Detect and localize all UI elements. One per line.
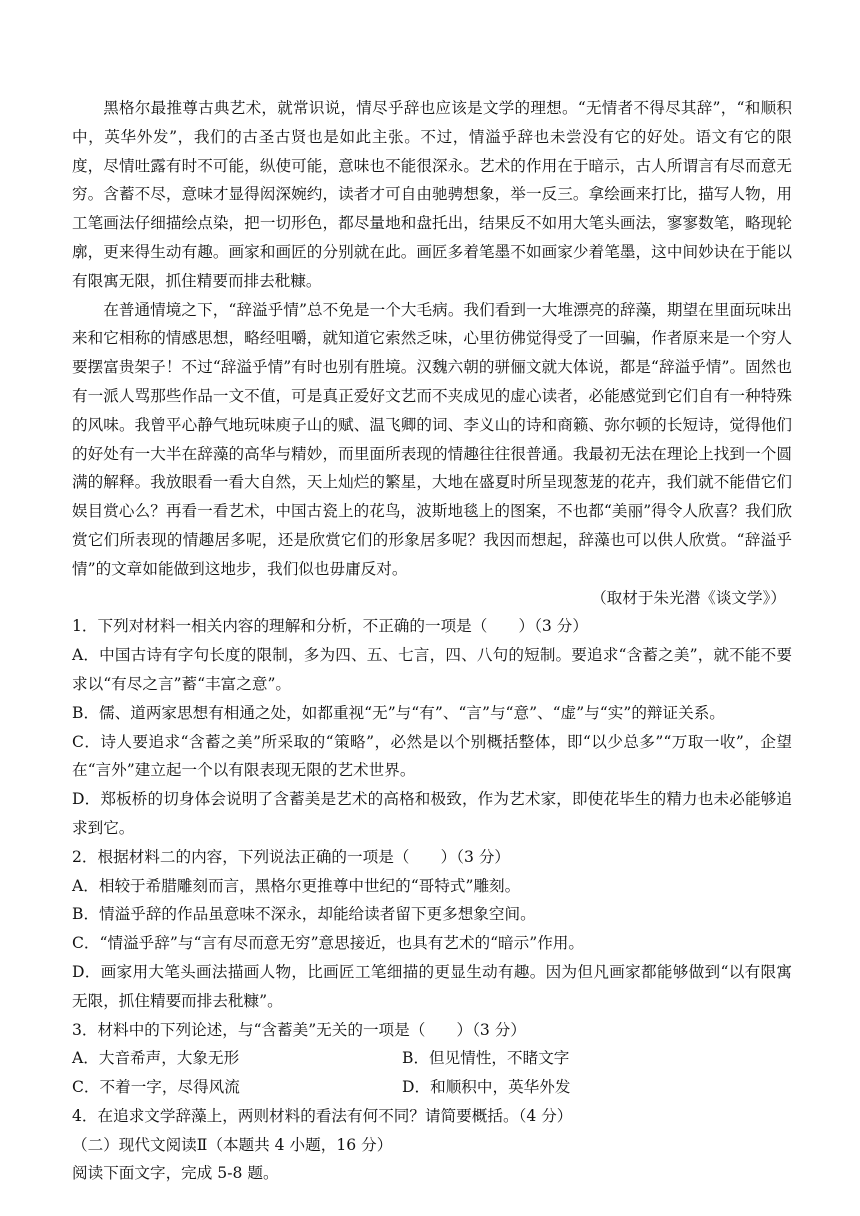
question-2-option-b: B．情溢乎辞的作品虽意味不深永，却能给读者留下更多想象空间。 <box>72 905 536 924</box>
passage-paragraph-1: 黑格尔最推尊古典艺术，就常识说，情尽乎辞也应该是文学的理想。“无情者不得尽其辞”，“和顺积中，英华外发”，我们的古圣古贤也是如此主张。不过，情溢乎辞也未尝没有它的好处。语文有它的限度，尽情吐露有时不可能，纵使可能，意味也不能很深永。艺术的作用在于暗示，古人所谓言有尽而意无穷。含蓄不尽，意味才显得闳深婉约，读者才可自由驰骋想象，举一反三。拿绘画来打比，描写人物，用工笔画法仔细描绘点染，把一切形色，都尽量地和盘托出，结果反不如用大笔头画法，寥寥数笔，略现轮廓，更来得生动有趣。画家和画匠的分别就在此。画匠多着笔墨不如画家少着笔墨，这中间妙诀在于能以有限寓无限，抓住精要而排去秕糠。 <box>72 99 792 290</box>
question-1-option-c: C．诗人要追求“含蓄之美”所采取的“策略”，必然是以个别概括整体，即“以少总多”“万取一收”，企望在“言外”建立起一个以有限表现无限的艺术世界。 <box>72 732 792 780</box>
question-4-stem: 4．在追求文学辞藻上，两则材料的看法有何不同？请简要概括。（4 分） <box>72 1106 573 1125</box>
question-2-stem: 2．根据材料二的内容，下列说法正确的一项是（ ）（3 分） <box>72 847 511 866</box>
question-1-option-b: B．儒、道两家思想有相通之处，如都重视“无”与“有”、“言”与“意”、“虚”与“实”的辩证关系。 <box>72 703 725 722</box>
question-1-option-d: D．郑板桥的切身体会说明了含蓄美是艺术的高格和极致，作为艺术家，即使花毕生的精力也未必能够追求到它。 <box>72 790 792 837</box>
question-3-option-a: A．大音希声，大象无形 <box>72 1049 240 1068</box>
question-3-options-row-2 <box>72 1073 792 1102</box>
question-1-stem: 1．下列对材料一相关内容的理解和分析，不正确的一项是（ ）（3 分） <box>72 617 588 636</box>
question-3-option-d: D．和顺积中，英华外发 <box>402 1078 571 1097</box>
question-1-option-a: A．中国古诗有字句长度的限制，多为四、五、七言，四、八句的短制。要追求“含蓄之美”，就不能不要求以“有尽之言”蓄“丰富之意”。 <box>72 646 792 693</box>
question-2-option-a: A．相较于希腊雕刻而言，黑格尔更推尊中世纪的“哥特式”雕刻。 <box>72 876 521 895</box>
question-2-option-d: D．画家用大笔头画法描画人物，比画匠工笔细描的更显生动有趣。因为但凡画家都能够做到“以有限寓无限，抓住精要而排去秕糠”。 <box>72 962 792 1010</box>
section-2-heading: （二）现代文阅读Ⅱ（本题共 4 小题，16 分） <box>72 1135 393 1154</box>
section-2-instruction: 阅读下面文字，完成 5-8 题。 <box>72 1164 279 1183</box>
passage-source: （取材于朱光潜《谈文学》） <box>591 588 786 607</box>
question-3-option-b: B．但见情性，不睹文字 <box>402 1049 570 1068</box>
passage-paragraph-2: 在普通情境之下，“辞溢乎情”总不免是一个大毛病。我们看到一大堆漂亮的辞藻，期望在里面玩味出来和它相称的情感思想，略经咀嚼，就知道它索然乏味，心里彷佛觉得受了一回骗，作者原来是一个穷人要摆富贵架子！不过“辞溢乎情”有时也别有胜境。汉魏六朝的骈俪文就大体说，都是“辞溢乎情”。固然也有一派人骂那些作品一文不值，可是真正爱好文艺而不夹成见的虚心读者，必能感觉到它们自有一种特殊的风味。我曾平心静气地玩味庾子山的赋、温飞卿的词、李义山的诗和商籁、弥尔顿的长短诗，觉得他们的好处有一大半在辞藻的高华与精妙，而里面所表现的情趣往往很普通。我最初无法在理论上找到一个圆满的解释。我放眼看一看大自然，天上灿烂的繁星，大地在盛夏时所呈现葱茏的花卉，我们就不能借它们娱目赏心么？再看一看艺术，中国古瓷上的花鸟，波斯地毯上的图案，不也都“美丽”得令人欣喜？我们欣赏它们所表现的情趣居多呢，还是欣赏它们的形象居多呢？我因而想起，辞藻也可以供人欣赏。“辞溢乎情”的文章如能做到这地步，我们似也毋庸反对。 <box>72 300 792 578</box>
question-3-stem: 3．材料中的下列论述，与“含蓄美”无关的一项是（ ）（3 分） <box>72 1020 526 1039</box>
question-2-option-c: C．“情溢乎辞”与“言有尽而意无穷”意思接近，也具有艺术的“暗示”作用。 <box>72 934 584 953</box>
question-3-options-row-1 <box>72 1044 792 1073</box>
question-3-option-c: C．不着一字，尽得风流 <box>72 1078 240 1097</box>
exam-page <box>72 94 792 1188</box>
